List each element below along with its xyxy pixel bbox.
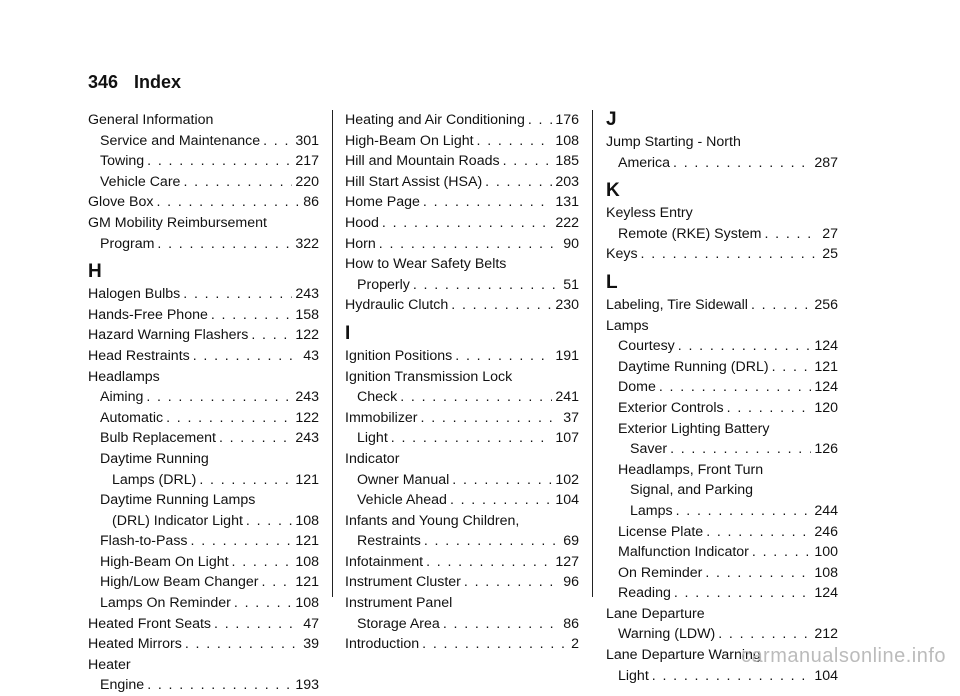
entry-text: Home Page — [345, 194, 420, 211]
entry-text: Dome — [618, 379, 656, 396]
dot-leader — [391, 428, 553, 449]
entry-text: Glove Box — [88, 194, 154, 211]
index-entry — [345, 275, 579, 296]
index-entry — [345, 387, 579, 408]
entry-text: High-Beam On Light — [100, 553, 229, 570]
dot-leader — [450, 490, 552, 511]
dot-leader — [772, 357, 812, 378]
index-entry — [606, 624, 838, 645]
entry-page-number: 126 — [814, 441, 838, 458]
entry-page-number: 230 — [555, 297, 579, 314]
dot-leader — [185, 634, 300, 655]
dot-leader — [191, 531, 293, 552]
entry-text: Check — [357, 389, 398, 406]
entry-text: Restraints — [357, 533, 421, 550]
dot-leader — [246, 511, 292, 532]
entry-text: Towing — [100, 153, 145, 170]
entry-page-number: 121 — [295, 471, 319, 488]
entry-page-number: 220 — [295, 173, 319, 190]
entry-text: (DRL) Indicator Light — [112, 512, 243, 529]
dot-leader — [641, 244, 820, 265]
index-heading: GM Mobility Reimbursement — [88, 214, 267, 231]
index-entry — [345, 531, 579, 552]
entry-text: Flash-to-Pass — [100, 533, 188, 550]
dot-leader — [718, 624, 811, 645]
index-entry — [88, 284, 319, 305]
page-number: 346 — [88, 72, 119, 92]
entry-page-number: 222 — [555, 214, 579, 231]
entry-text: Automatic — [100, 409, 164, 426]
dot-leader — [421, 408, 561, 429]
dot-leader — [764, 224, 819, 245]
index-entry — [88, 305, 319, 326]
index-entry — [345, 213, 579, 234]
entry-page-number: 191 — [555, 347, 579, 364]
entry-page-number: 108 — [814, 564, 838, 581]
index-entry — [88, 428, 319, 449]
dot-leader — [752, 542, 811, 563]
index-entry — [345, 110, 579, 131]
entry-text: Service and Maintenance — [100, 132, 261, 149]
index-entry — [88, 408, 319, 429]
entry-page-number: 39 — [303, 636, 319, 653]
entry-page-number: 108 — [295, 553, 319, 570]
column-divider — [332, 110, 333, 597]
entry-page-number: 212 — [814, 626, 838, 643]
dot-leader — [678, 336, 812, 357]
index-heading: Jump Starting - North — [606, 134, 741, 150]
entry-text: Keys — [606, 246, 638, 263]
index-entry — [606, 583, 838, 604]
entry-text: Hill and Mountain Roads — [345, 153, 500, 170]
dot-leader — [214, 614, 300, 635]
index-entry — [88, 593, 319, 614]
entry-text: Exterior Controls — [618, 399, 724, 416]
index-heading: Daytime Running Lamps — [100, 492, 256, 509]
index-entry — [345, 634, 579, 655]
dot-leader — [262, 572, 293, 593]
entry-text: Hydraulic Clutch — [345, 297, 449, 314]
dot-leader — [424, 531, 560, 552]
index-heading: How to Wear Safety Belts — [345, 256, 507, 273]
entry-page-number: 86 — [563, 615, 579, 632]
dot-leader — [670, 439, 811, 460]
dot-leader — [251, 325, 292, 346]
dot-leader — [426, 552, 552, 573]
entry-text: Vehicle Ahead — [357, 492, 447, 509]
entry-text: Hill Start Assist (HSA) — [345, 173, 483, 190]
entry-page-number: 120 — [814, 399, 838, 416]
entry-page-number: 108 — [295, 512, 319, 529]
index-entry — [88, 346, 319, 367]
index-heading: Keyless Entry — [606, 205, 693, 222]
index-entry — [606, 666, 838, 687]
entry-page-number: 176 — [555, 112, 579, 128]
entry-text: Saver — [630, 441, 668, 458]
index-heading: General Information — [88, 112, 214, 128]
entry-text: Bulb Replacement — [100, 430, 216, 447]
dot-leader — [706, 522, 811, 543]
entry-text: Instrument Cluster — [345, 574, 461, 591]
entry-page-number: 102 — [555, 471, 579, 488]
index-column-1 — [88, 110, 319, 696]
entry-text: Light — [357, 430, 388, 447]
dot-leader — [219, 428, 292, 449]
entry-page-number: 86 — [303, 194, 319, 211]
entry-text: Introduction — [345, 636, 420, 653]
dot-leader — [673, 153, 811, 174]
index-heading: Infants and Young Children, — [345, 512, 520, 529]
index-entry — [606, 224, 838, 245]
dot-leader — [705, 563, 811, 584]
section-letter: I — [345, 322, 351, 344]
entry-page-number: 69 — [563, 533, 579, 550]
page-title: Index — [134, 72, 182, 92]
entry-text: Infotainment — [345, 553, 424, 570]
entry-page-number: 121 — [295, 574, 319, 591]
index-entry — [345, 470, 579, 491]
index-entry — [88, 131, 319, 152]
index-entry — [88, 552, 319, 573]
index-entry — [88, 572, 319, 593]
entry-text: Warning (LDW) — [618, 626, 716, 643]
entry-text: Halogen Bulbs — [88, 286, 181, 303]
index-entry — [88, 634, 319, 655]
dot-leader — [751, 295, 811, 316]
entry-text: Courtesy — [618, 338, 675, 355]
entry-page-number: 107 — [555, 430, 579, 447]
entry-page-number: 243 — [295, 430, 319, 447]
dot-leader — [382, 213, 552, 234]
entry-page-number: 27 — [822, 225, 838, 242]
index-entry — [606, 336, 838, 357]
index-entry — [88, 172, 319, 193]
entry-text: Lamps On Reminder — [100, 595, 231, 612]
index-entry — [606, 295, 838, 316]
index-heading: Indicator — [345, 450, 400, 467]
index-entry — [88, 531, 319, 552]
dot-leader — [400, 387, 552, 408]
entry-page-number: 243 — [295, 286, 319, 303]
entry-text: Owner Manual — [357, 471, 450, 488]
entry-page-number: 124 — [814, 585, 838, 602]
section-letter: H — [88, 261, 102, 283]
index-entry — [345, 172, 579, 193]
section-letter: K — [606, 180, 620, 202]
index-entry — [88, 614, 319, 635]
dot-leader — [485, 172, 552, 193]
entry-text: Immobilizer — [345, 409, 418, 426]
index-entry — [345, 192, 579, 213]
dot-leader — [464, 572, 560, 593]
dot-leader — [528, 110, 552, 131]
index-entry — [606, 563, 838, 584]
index-heading: Lane Departure Warning — [606, 647, 761, 664]
entry-page-number: 104 — [555, 492, 579, 509]
entry-text: Labeling, Tire Sidewall — [606, 296, 748, 313]
index-heading: Lane Departure — [606, 605, 705, 622]
index-entry — [345, 234, 579, 255]
entry-page-number: 121 — [814, 358, 838, 375]
entry-text: Properly — [357, 276, 410, 293]
entry-text: Reading — [618, 585, 671, 602]
entry-page-number: 185 — [555, 153, 579, 170]
index-entry — [606, 501, 838, 522]
index-entry — [88, 151, 319, 172]
index-entry — [88, 325, 319, 346]
index-entry — [345, 572, 579, 593]
index-entry — [345, 552, 579, 573]
dot-leader — [199, 470, 292, 491]
dot-leader — [413, 275, 560, 296]
dot-leader — [146, 387, 292, 408]
entry-page-number: 193 — [295, 677, 319, 694]
dot-leader — [674, 583, 811, 604]
entry-text: America — [618, 154, 671, 171]
index-entry — [88, 192, 319, 213]
dot-leader — [166, 408, 292, 429]
index-entry — [345, 346, 579, 367]
dot-leader — [676, 501, 812, 522]
dot-leader — [183, 172, 292, 193]
index-entry — [345, 428, 579, 449]
entry-text: Daytime Running (DRL) — [618, 358, 769, 375]
entry-page-number: 37 — [563, 409, 579, 426]
entry-text: Ignition Positions — [345, 347, 453, 364]
column-divider — [592, 110, 593, 597]
entry-text: Hazard Warning Flashers — [88, 327, 249, 344]
index-entry — [345, 408, 579, 429]
index-entry — [88, 387, 319, 408]
entry-page-number: 90 — [563, 235, 579, 252]
index-heading: Headlamps — [88, 368, 160, 385]
index-entry — [606, 377, 838, 398]
dot-leader — [379, 234, 560, 255]
entry-page-number: 244 — [814, 502, 838, 519]
entry-page-number: 241 — [555, 389, 579, 406]
dot-leader — [423, 192, 552, 213]
index-heading: Daytime Running — [100, 450, 209, 467]
entry-text: Program — [100, 235, 155, 252]
dot-leader — [659, 377, 811, 398]
dot-leader — [232, 552, 293, 573]
entry-text: Hood — [345, 214, 379, 231]
entry-text: High/Low Beam Changer — [100, 574, 259, 591]
watermark: carmanualsonline.info — [740, 645, 946, 667]
entry-text: Vehicle Care — [100, 173, 181, 190]
dot-leader — [157, 234, 292, 255]
entry-text: Engine — [100, 677, 145, 694]
index-column-2 — [345, 110, 579, 655]
dot-leader — [477, 131, 553, 152]
index-entry — [606, 522, 838, 543]
dot-leader — [234, 593, 292, 614]
entry-text: Hands-Free Phone — [88, 306, 208, 323]
entry-page-number: 51 — [563, 276, 579, 293]
dot-leader — [156, 192, 300, 213]
dot-leader — [147, 151, 292, 172]
index-entry — [345, 295, 579, 316]
dot-leader — [263, 131, 292, 152]
section-letter: L — [606, 271, 618, 293]
entry-text: Horn — [345, 235, 376, 252]
index-entry — [88, 675, 319, 696]
entry-page-number: 104 — [814, 667, 838, 684]
dot-leader — [503, 151, 553, 172]
entry-page-number: 121 — [295, 533, 319, 550]
index-heading: Ignition Transmission Lock — [345, 368, 513, 385]
entry-page-number: 25 — [822, 246, 838, 263]
entry-text: Heating and Air Conditioning — [345, 112, 525, 128]
index-column-3 — [606, 110, 838, 686]
index-entry — [606, 153, 838, 174]
entry-text: License Plate — [618, 523, 704, 540]
entry-text: Light — [618, 667, 649, 684]
dot-leader — [147, 675, 292, 696]
index-entry — [88, 470, 319, 491]
index-entry — [606, 357, 838, 378]
entry-text: Lamps — [630, 502, 673, 519]
index-entry — [606, 439, 838, 460]
entry-page-number: 322 — [295, 235, 319, 252]
index-heading: Exterior Lighting Battery — [618, 420, 770, 437]
dot-leader — [193, 346, 300, 367]
index-entry — [345, 490, 579, 511]
entry-page-number: 203 — [555, 173, 579, 190]
entry-text: Lamps (DRL) — [112, 471, 197, 488]
index-entry — [606, 542, 838, 563]
index-heading: Heater — [88, 656, 131, 673]
entry-page-number: 124 — [814, 379, 838, 396]
index-entry — [345, 614, 579, 635]
dot-leader — [443, 614, 560, 635]
dot-leader — [455, 346, 552, 367]
entry-page-number: 108 — [555, 132, 579, 149]
entry-page-number: 43 — [303, 347, 319, 364]
entry-page-number: 301 — [295, 132, 319, 149]
index-entry — [88, 234, 319, 255]
dot-leader — [183, 284, 292, 305]
entry-page-number: 243 — [295, 389, 319, 406]
entry-page-number: 287 — [814, 154, 838, 171]
page-header — [88, 72, 181, 93]
entry-page-number: 127 — [555, 553, 579, 570]
dot-leader — [652, 666, 812, 687]
entry-page-number: 96 — [563, 574, 579, 591]
index-entry — [606, 398, 838, 419]
entry-page-number: 2 — [571, 636, 579, 653]
index-heading: Headlamps, Front Turn — [618, 461, 764, 478]
entry-text: Heated Front Seats — [88, 615, 212, 632]
index-heading: Signal, and Parking — [630, 482, 754, 499]
entry-text: Head Restraints — [88, 347, 190, 364]
index-heading: Lamps — [606, 317, 649, 334]
entry-page-number: 158 — [295, 306, 319, 323]
entry-text: Heated Mirrors — [88, 636, 182, 653]
entry-page-number: 108 — [295, 595, 319, 612]
dot-leader — [451, 295, 552, 316]
entry-page-number: 217 — [295, 153, 319, 170]
entry-text: Malfunction Indicator — [618, 544, 749, 561]
entry-text: Aiming — [100, 389, 144, 406]
entry-page-number: 47 — [303, 615, 319, 632]
entry-text: Remote (RKE) System — [618, 225, 762, 242]
dot-leader — [422, 634, 568, 655]
dot-leader — [727, 398, 812, 419]
entry-page-number: 122 — [295, 409, 319, 426]
entry-page-number: 246 — [814, 523, 838, 540]
entry-page-number: 124 — [814, 338, 838, 355]
dot-leader — [211, 305, 292, 326]
section-letter: J — [606, 109, 617, 130]
entry-page-number: 256 — [814, 296, 838, 313]
entry-page-number: 122 — [295, 327, 319, 344]
entry-page-number: 131 — [555, 194, 579, 211]
entry-text: High-Beam On Light — [345, 132, 474, 149]
index-entry — [345, 131, 579, 152]
index-entry — [88, 511, 319, 532]
entry-text: On Reminder — [618, 564, 703, 581]
entry-page-number: 100 — [814, 544, 838, 561]
index-entry — [606, 244, 838, 265]
entry-text: Storage Area — [357, 615, 440, 632]
index-heading: Instrument Panel — [345, 595, 453, 612]
index-entry — [345, 151, 579, 172]
dot-leader — [452, 470, 552, 491]
